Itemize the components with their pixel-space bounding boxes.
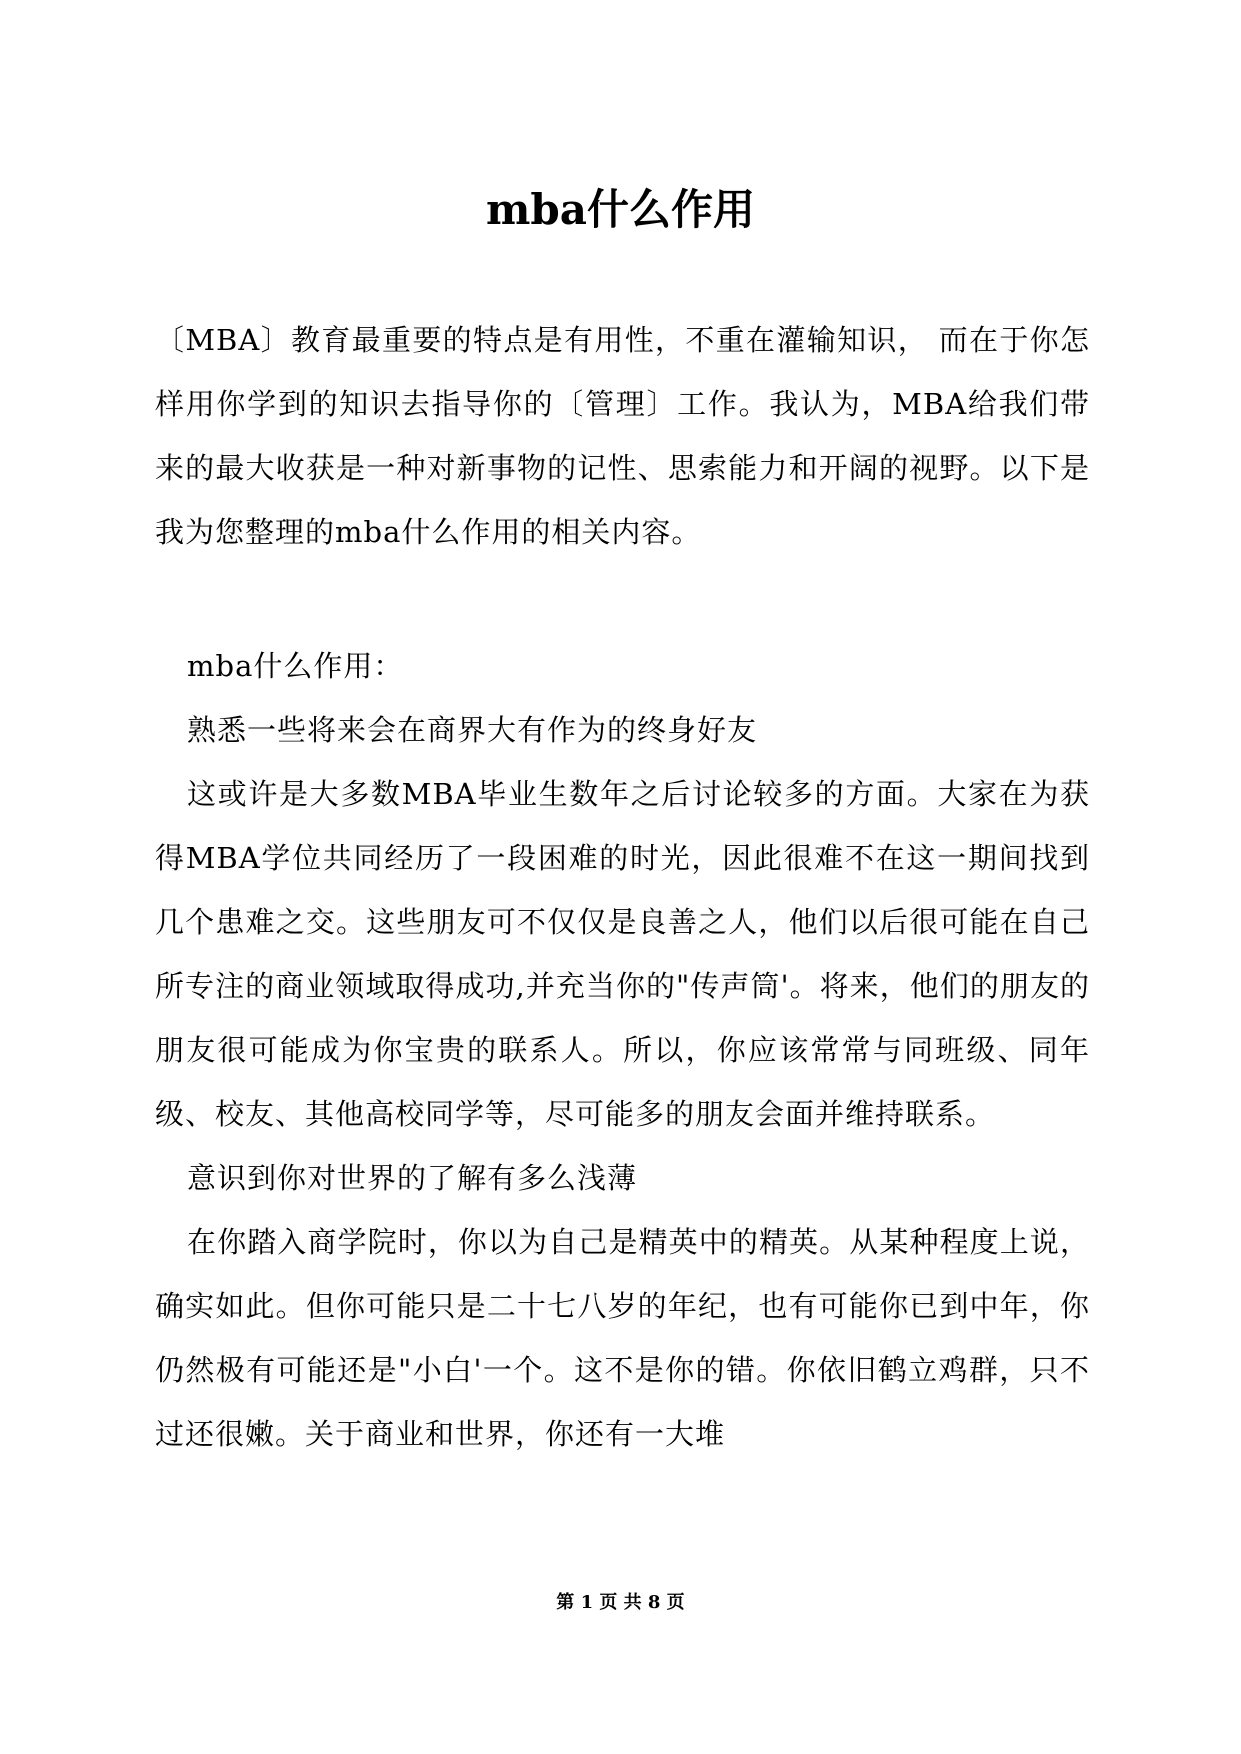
intro-block <box>155 308 1090 564</box>
intro-paragraph: 〔MBA〕教育最重要的特点是有用性，不重在灌输知识， 而在于你怎样用你学到的知识去指导你的〔管理〕工作。我认为，MBA给我们带来的最大收获是一种对新事物的记性、思索能力和开阔的视野。以下是我为您整理的mba什么作用的相关内容。 <box>155 323 1090 549</box>
point2-heading: 意识到你对世界的了解有多么浅薄 <box>187 1161 638 1195</box>
point2-paragraph: 在你踏入商学院时，你以为自己是精英中的精英。从某种程度上说，确实如此。但你可能只是二十七八岁的年纪，也有可能你已到中年，你仍然极有可能还是"小白'一个。这不是你的错。你依旧鹤立鸡群，只不过还很嫩。关于商业和世界，你还有一大堆 <box>155 1225 1090 1451</box>
document-title: mba什么作用 <box>485 185 756 234</box>
content-section <box>155 634 1090 1466</box>
section-heading: mba什么作用： <box>187 649 404 683</box>
point1-paragraph: 这或许是大多数MBA毕业生数年之后讨论较多的方面。大家在为获得MBA学位共同经历了一段困难的时光，因此很难不在这一期间找到几个患难之交。这些朋友可不仅仅是良善之人，他们以后很可能在自己所专注的商业领域取得成功,并充当你的"传声筒'。将来，他们的朋友的朋友很可能成为你宝贵的联系人。所以，你应该常常与同班级、同年级、校友、其他高校同学等，尽可能多的朋友会面并维持联系。 <box>155 777 1090 1131</box>
point1-heading: 熟悉一些将来会在商界大有作为的终身好友 <box>187 713 758 747</box>
page-number-footer: 第 1 页 共 8 页 <box>556 1592 685 1613</box>
